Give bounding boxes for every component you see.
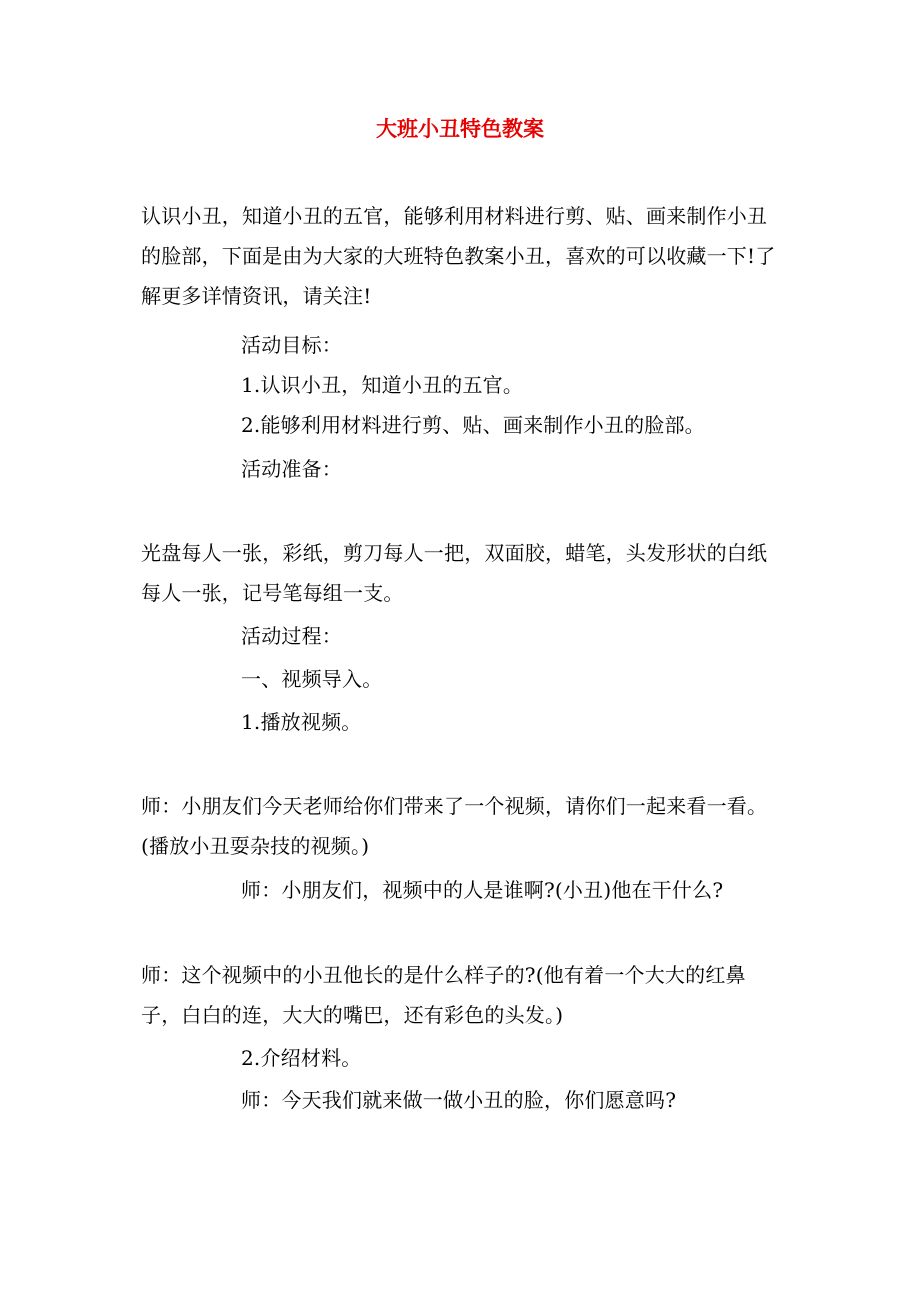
preparation-heading: 活动准备： xyxy=(241,457,342,481)
section-heading-video: 一、视频导入。 xyxy=(241,667,383,691)
teacher-line-4: 师：今天我们就来做一做小丑的脸，你们愿意吗? xyxy=(241,1088,677,1112)
intro-paragraph: 认识小丑，知道小丑的五官，能够利用材料进行剪、贴、画来制作小丑的脸部，下面是由为大家的大班特色教案小丑，喜欢的可以收藏一下!了解更多详情资讯，请关注! xyxy=(141,204,776,308)
step-play-video: 1.播放视频。 xyxy=(241,710,362,734)
step-introduce-materials: 2.介绍材料。 xyxy=(241,1046,362,1070)
preparation-paragraph: 光盘每人一张，彩纸，剪刀每人一把，双面胶，蜡笔，头发形状的白纸每人一张，记号笔每组一支。 xyxy=(141,541,768,605)
document-title: 大班小丑特色教案 xyxy=(376,116,544,141)
teacher-line-1: 师：小朋友们今天老师给你们带来了一个视频，请你们一起来看一看。(播放小丑耍杂技的视频。) xyxy=(141,794,768,858)
goals-heading: 活动目标： xyxy=(241,333,342,357)
process-heading: 活动过程： xyxy=(241,624,342,648)
teacher-line-2: 师：小朋友们，视频中的人是谁啊?(小丑)他在干什么? xyxy=(241,878,724,902)
goal-item-1: 1.认识小丑，知道小丑的五官。 xyxy=(241,373,524,397)
teacher-line-3: 师：这个视频中的小丑他长的是什么样子的?(他有着一个大大的红鼻子，白白的连，大大的嘴巴，还有彩色的头发。) xyxy=(141,963,746,1027)
goal-item-2: 2.能够利用材料进行剪、贴、画来制作小丑的脸部。 xyxy=(241,413,705,437)
